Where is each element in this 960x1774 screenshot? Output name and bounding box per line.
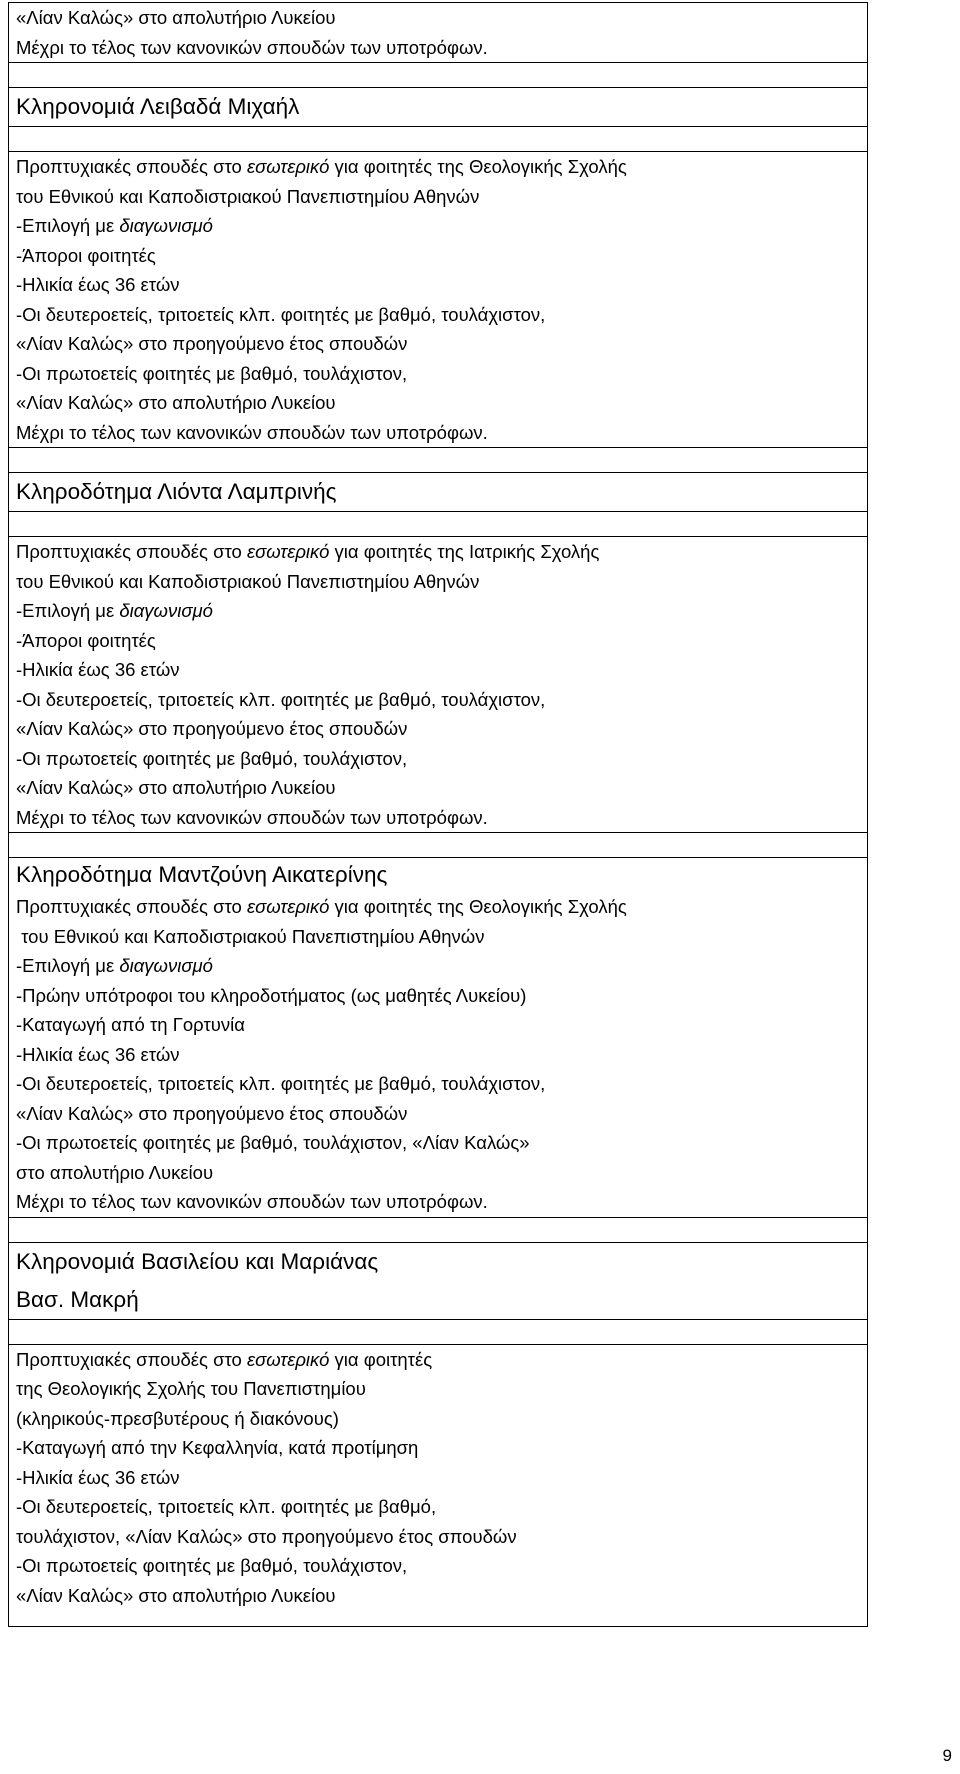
empty-cell bbox=[9, 1319, 868, 1344]
text-line: -Οι δευτεροετείς, τριτοετείς κλπ. φοιτητές με βαθμό, τουλάχιστον, bbox=[16, 303, 546, 325]
text-line: (κληρικούς-πρεσβυτέρους ή διακόνους) bbox=[16, 1407, 339, 1429]
empty-cell bbox=[9, 448, 868, 473]
text-line: «Λίαν Καλώς» στο απολυτήριο Λυκείου bbox=[16, 7, 336, 28]
text-line bbox=[16, 537, 867, 567]
text-line: «Λίαν Καλώς» στο απολυτήριο Λυκείου bbox=[16, 777, 336, 798]
table-row bbox=[9, 473, 868, 512]
text-line: -Οι δευτεροετείς, τριτοετείς κλπ. φοιτητές με βαθμό, bbox=[16, 1496, 437, 1517]
text-line: -Οι πρωτοετείς φοιτητές με βαθμό, τουλάχιστον, bbox=[16, 1555, 408, 1576]
text-fragment: για φοιτητές της Θεολογικής Σχολής bbox=[329, 896, 627, 917]
text-fragment: Προπτυχιακές σπουδές στο bbox=[16, 1348, 247, 1370]
text-line: Μέχρι το τέλος των κανονικών σπουδών των υποτρόφων. bbox=[16, 36, 488, 58]
text-fragment: για φοιτητές bbox=[329, 1348, 433, 1370]
text-line: Μέχρι το τέλος των κανονικών σπουδών των υποτρόφων. bbox=[16, 1191, 488, 1212]
text-line bbox=[16, 152, 867, 182]
title-line: Βασ. Μακρή bbox=[16, 1286, 139, 1312]
text-line: -Ηλικία έως 36 ετών bbox=[16, 1466, 180, 1488]
empty-cell bbox=[9, 127, 868, 152]
text-line: -Οι πρωτοετείς φοιτητές με βαθμό, τουλάχιστον, bbox=[16, 747, 408, 769]
bequest-title bbox=[9, 1242, 868, 1319]
table-row bbox=[9, 3, 868, 63]
text-line bbox=[16, 211, 867, 241]
text-line: «Λίαν Καλώς» στο προηγούμενο έτος σπουδών bbox=[16, 333, 408, 354]
spacer-row bbox=[9, 127, 868, 152]
emphasis-text: εσωτερικό bbox=[247, 896, 330, 917]
continuation-cell bbox=[9, 3, 868, 63]
text-fragment: για φοιτητές της Ιατρικής Σχολής bbox=[329, 541, 600, 562]
text-line: «Λίαν Καλώς» στο προηγούμενο έτος σπουδών bbox=[16, 718, 408, 739]
text-line: Μέχρι το τέλος των κανονικών σπουδών των υποτρόφων. bbox=[16, 421, 488, 443]
text-fragment: για φοιτητές της Θεολογικής Σχολής bbox=[329, 156, 627, 177]
empty-cell bbox=[9, 63, 868, 88]
text-fragment: Προπτυχιακές σπουδές στο bbox=[16, 541, 247, 562]
text-fragment: -Επιλογή με bbox=[16, 600, 120, 621]
text-line: -Ηλικία έως 36 ετών bbox=[16, 659, 180, 680]
spacer-row bbox=[9, 833, 868, 858]
text-line: -Πρώην υπότροφοι του κληροδοτήματος (ως μαθητές Λυκείου) bbox=[16, 984, 527, 1006]
empty-cell bbox=[9, 512, 868, 537]
table-row bbox=[9, 1242, 868, 1319]
title-line: Κληρονομιά Βασιλείου και Μαριάνας bbox=[16, 1248, 379, 1274]
empty-cell bbox=[9, 833, 868, 858]
text-line: -Οι δευτεροετείς, τριτοετείς κλπ. φοιτητές με βαθμό, τουλάχιστον, bbox=[16, 688, 546, 710]
text-line: στο απολυτήριο Λυκείου bbox=[16, 1161, 214, 1183]
text-line: -Καταγωγή από την Κεφαλληνία, κατά προτίμηση bbox=[16, 1437, 419, 1458]
text-line: -Ηλικία έως 36 ετών bbox=[16, 274, 180, 295]
text-line bbox=[16, 951, 867, 981]
bequest-details bbox=[9, 152, 868, 448]
text-line: -Άποροι φοιτητές bbox=[16, 244, 156, 266]
spacer-row bbox=[9, 63, 868, 88]
empty-cell bbox=[9, 1217, 868, 1242]
bequest-details bbox=[9, 537, 868, 833]
spacer-row bbox=[9, 1319, 868, 1344]
spacer-row bbox=[9, 512, 868, 537]
text-line: του Εθνικού και Καποδιστριακού Πανεπιστημίου Αθηνών bbox=[16, 570, 480, 592]
page-number: 9 bbox=[942, 1746, 952, 1765]
text-line bbox=[16, 596, 867, 626]
bequest-title: Κληρονομιά Λειβαδά Μιχαήλ bbox=[9, 88, 868, 127]
text-line: «Λίαν Καλώς» στο προηγούμενο έτος σπουδών bbox=[16, 1102, 408, 1124]
text-line bbox=[16, 1345, 867, 1375]
text-line bbox=[16, 892, 867, 922]
scholarship-table bbox=[8, 2, 868, 1627]
text-line: «Λίαν Καλώς» στο απολυτήριο Λυκείου bbox=[16, 1584, 336, 1606]
text-fragment: Προπτυχιακές σπουδές στο bbox=[16, 156, 247, 177]
text-line: -Οι πρωτοετείς φοιτητές με βαθμό, τουλάχιστον, «Λίαν Καλώς» bbox=[16, 1132, 530, 1153]
text-fragment: -Επιλογή με bbox=[16, 215, 120, 236]
table-row bbox=[9, 152, 868, 448]
text-line: του Εθνικού και Καποδιστριακού Πανεπιστημίου Αθηνών bbox=[16, 185, 480, 207]
table-row bbox=[9, 537, 868, 833]
bequest-title: Κληροδότημα Λιόντα Λαμπρινής bbox=[9, 473, 868, 512]
emphasis-text: διαγωνισμό bbox=[119, 215, 213, 236]
text-line: -Καταγωγή από τη Γορτυνία bbox=[16, 1014, 245, 1035]
text-line: -Άποροι φοιτητές bbox=[16, 629, 156, 651]
text-line: τουλάχιστον, «Λίαν Καλώς» στο προηγούμενο έτος σπουδών bbox=[16, 1525, 517, 1547]
text-line: «Λίαν Καλώς» στο απολυτήριο Λυκείου bbox=[16, 392, 336, 413]
text-fragment: -Επιλογή με bbox=[16, 955, 120, 976]
text-line: -Οι πρωτοετείς φοιτητές με βαθμό, τουλάχιστον, bbox=[16, 362, 408, 384]
text-line: -Ηλικία έως 36 ετών bbox=[16, 1043, 180, 1065]
spacer-row bbox=[9, 1217, 868, 1242]
text-line: Μέχρι το τέλος των κανονικών σπουδών των υποτρόφων. bbox=[16, 806, 488, 828]
table-row bbox=[9, 88, 868, 127]
text-line: του Εθνικού και Καποδιστριακού Πανεπιστημίου Αθηνών bbox=[16, 925, 485, 947]
bequest-details bbox=[9, 858, 868, 1218]
bequest-details bbox=[9, 1344, 868, 1627]
text-line: -Οι δευτεροετείς, τριτοετείς κλπ. φοιτητές με βαθμό, τουλάχιστον, bbox=[16, 1073, 546, 1094]
emphasis-text: διαγωνισμό bbox=[119, 955, 213, 976]
emphasis-text: εσωτερικό bbox=[247, 1348, 330, 1370]
text-line: της Θεολογικής Σχολής του Πανεπιστημίου bbox=[16, 1378, 366, 1399]
emphasis-text: εσωτερικό bbox=[247, 541, 330, 562]
table-row bbox=[9, 858, 868, 1218]
table-row bbox=[9, 1344, 868, 1627]
emphasis-text: διαγωνισμό bbox=[119, 600, 213, 621]
bequest-title: Κληροδότημα Μαντζούνη Αικατερίνης bbox=[16, 862, 388, 887]
emphasis-text: εσωτερικό bbox=[247, 156, 330, 177]
text-fragment: Προπτυχιακές σπουδές στο bbox=[16, 896, 247, 917]
spacer-row bbox=[9, 448, 868, 473]
